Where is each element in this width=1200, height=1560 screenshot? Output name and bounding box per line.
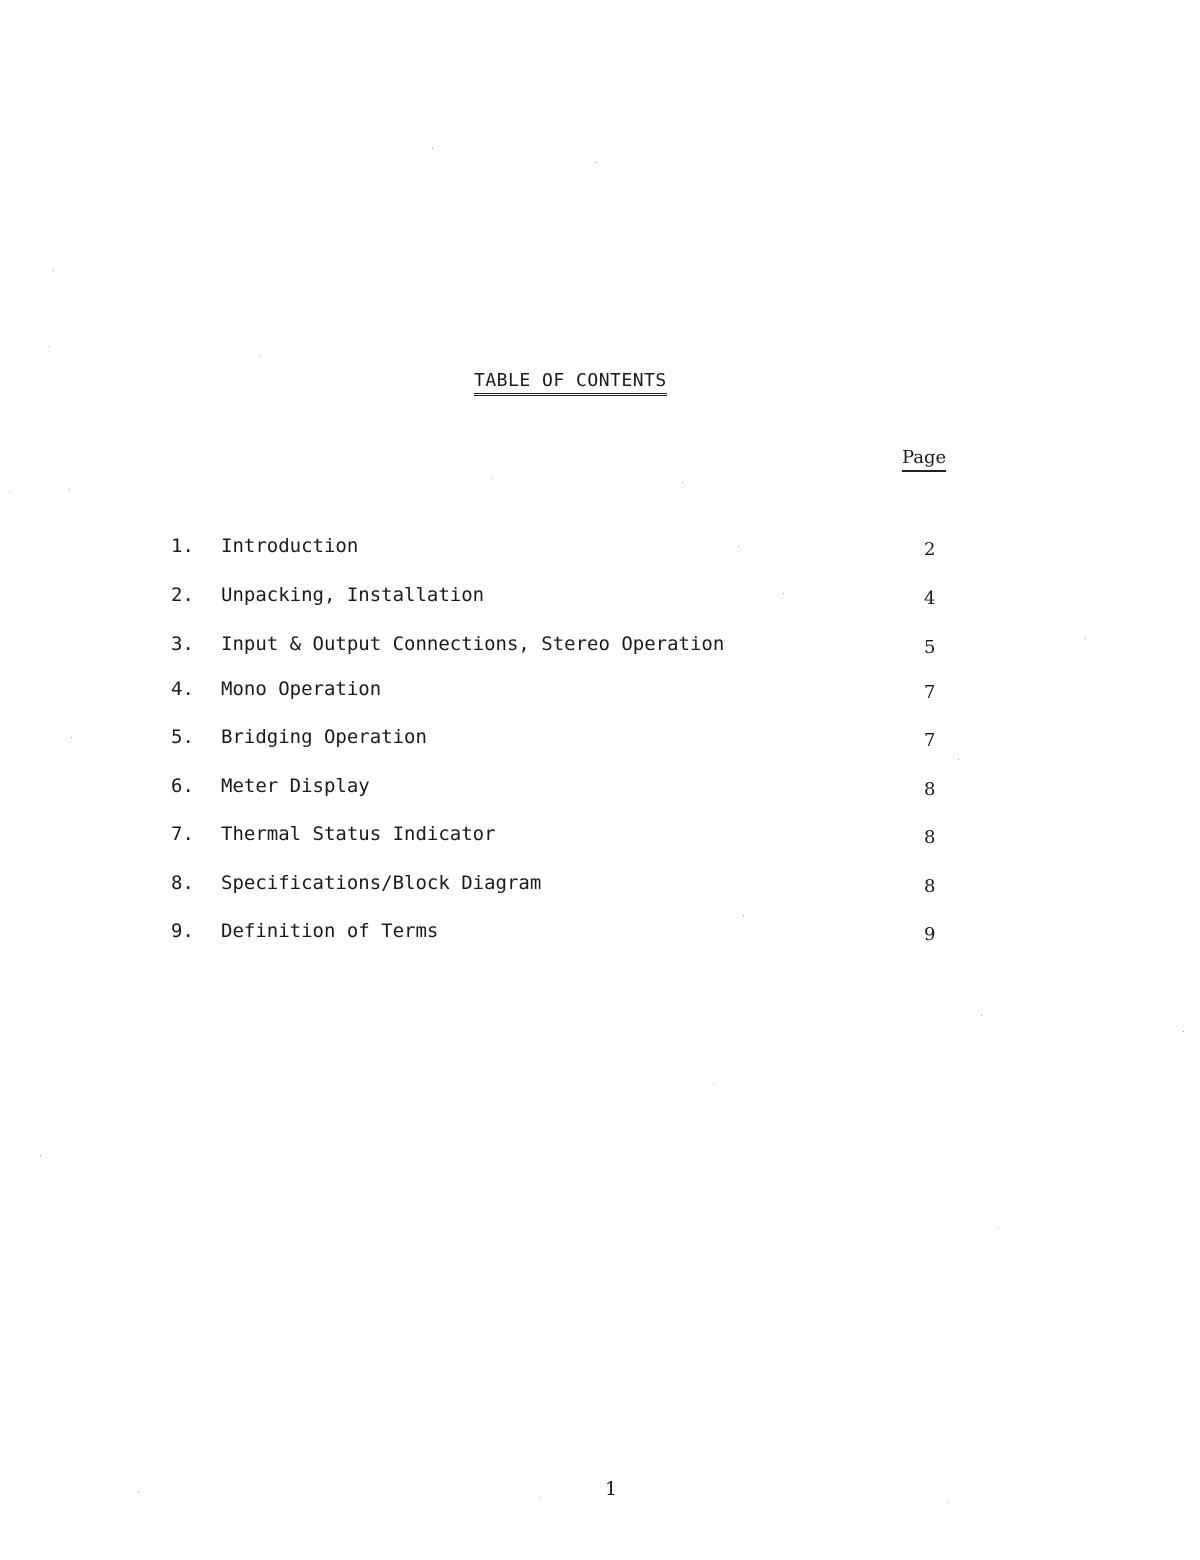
scan-speck xyxy=(69,489,70,490)
scan-speck xyxy=(998,1228,999,1229)
scan-speck xyxy=(53,270,54,271)
toc-entry-title: Unpacking, Installation xyxy=(221,584,485,606)
toc-entry xyxy=(0,726,1200,756)
toc-entry-title: Input & Output Connections, Stereo Operation xyxy=(221,633,725,655)
toc-entry-number: 1. xyxy=(171,535,194,557)
toc-entry-page: 5 xyxy=(924,637,936,658)
scan-speck xyxy=(743,915,744,916)
scan-speck xyxy=(71,737,72,738)
scan-speck xyxy=(492,478,493,479)
toc-entry-number: 6. xyxy=(171,775,194,797)
toc-entry-title: Definition of Terms xyxy=(221,920,439,942)
scan-speck xyxy=(40,1155,41,1156)
toc-entry xyxy=(0,872,1200,902)
toc-entry-number: 8. xyxy=(171,872,194,894)
footer-page-number: 1 xyxy=(605,1478,618,1500)
toc-entry-title: Specifications/Block Diagram xyxy=(221,872,542,894)
toc-entry xyxy=(0,823,1200,853)
toc-entry-number: 4. xyxy=(171,678,194,700)
toc-entry xyxy=(0,920,1200,950)
toc-entry-page: 7 xyxy=(924,682,936,703)
scan-speck xyxy=(738,546,739,547)
toc-entry-page: 8 xyxy=(924,779,936,800)
page-column-header: Page xyxy=(902,447,946,472)
toc-entry-title: Mono Operation xyxy=(221,678,382,700)
toc-entry-page: 8 xyxy=(924,876,936,897)
scan-speck xyxy=(713,1084,714,1085)
scan-speck xyxy=(432,148,433,149)
toc-entry-page: 2 xyxy=(924,539,936,560)
toc-entry-number: 2. xyxy=(171,584,194,606)
scan-speck xyxy=(783,593,784,594)
scan-speck xyxy=(49,346,50,347)
toc-entry-page: 4 xyxy=(924,588,936,609)
toc-entry-page: 7 xyxy=(924,730,936,751)
scan-speck xyxy=(540,1497,541,1498)
scan-speck xyxy=(981,1015,982,1016)
scan-speck xyxy=(138,1492,139,1493)
toc-entry-number: 5. xyxy=(171,726,194,748)
toc-entry-title: Thermal Status Indicator xyxy=(221,823,496,845)
toc-entry xyxy=(0,678,1200,708)
toc-entry-page: 9 xyxy=(924,924,936,945)
toc-entry-title: Bridging Operation xyxy=(221,726,427,748)
scan-speck xyxy=(9,491,10,492)
toc-entry-page: 8 xyxy=(924,827,936,848)
scan-speck xyxy=(596,162,597,163)
toc-entry-number: 3. xyxy=(171,633,194,655)
toc-entry-number: 7. xyxy=(171,823,194,845)
toc-entry xyxy=(0,775,1200,805)
toc-entry-number: 9. xyxy=(171,920,194,942)
toc-entry xyxy=(0,535,1200,565)
scan-speck xyxy=(682,482,683,483)
scan-speck xyxy=(958,759,959,760)
toc-entry-title: Meter Display xyxy=(221,775,370,797)
document-title: TABLE OF CONTENTS xyxy=(474,370,667,396)
toc-entry xyxy=(0,584,1200,614)
scan-speck xyxy=(1085,638,1086,639)
scan-speck xyxy=(260,356,261,357)
scan-speck xyxy=(1183,1031,1184,1032)
scan-speck xyxy=(948,1502,949,1503)
toc-entry xyxy=(0,633,1200,663)
toc-entry-title: Introduction xyxy=(221,535,359,557)
